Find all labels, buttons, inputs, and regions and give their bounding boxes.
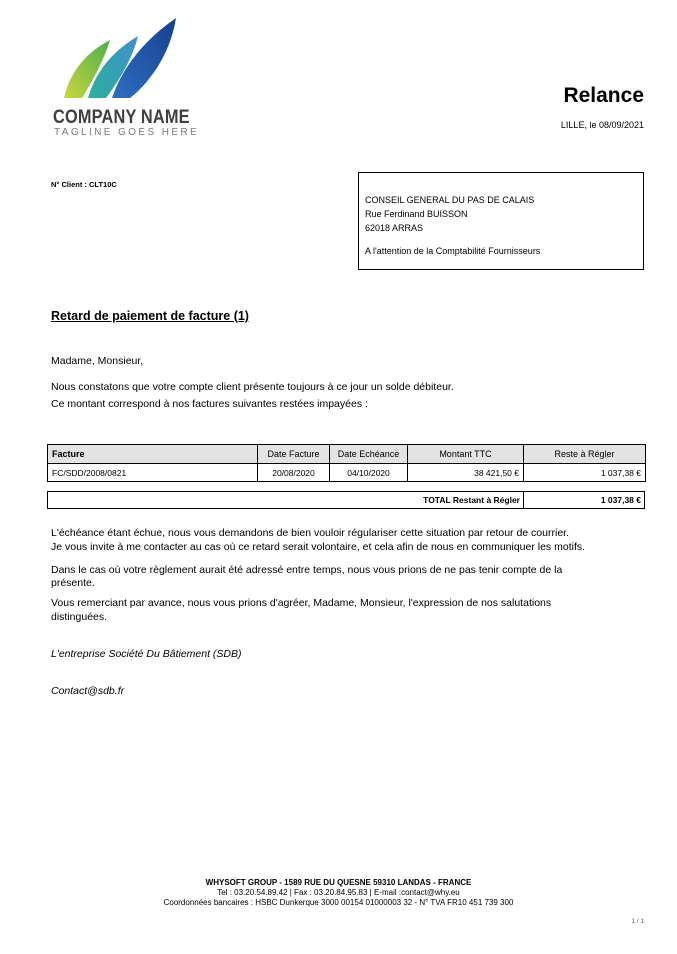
cell-reste-a-regler: 1 037,38 € — [524, 464, 646, 482]
signature: L'entreprise Société Du Bâtiement (SDB) — [51, 648, 242, 660]
paragraph-1-line-1: L'échéance étant échue, nous vous demandons de bien vouloir régulariser cette situation par retour de courrier. — [51, 527, 569, 539]
letter-intro-2: Ce montant correspond à nos factures suivantes restées impayées : — [51, 398, 368, 410]
recipient-line-1: CONSEIL GENERAL DU PAS DE CALAIS — [365, 195, 535, 205]
total-row — [47, 491, 645, 509]
paragraph-2-line-1: Dans le cas où votre règlement aurait été adressé entre temps, nous vous prions de ne pas tenir compte de la — [51, 564, 563, 576]
table-row — [48, 464, 646, 482]
header-facture: Facture — [48, 445, 258, 464]
letter-subject: Retard de paiement de facture (1) — [51, 309, 249, 323]
paragraph-3-line-2: distinguées. — [51, 611, 108, 623]
header-reste-a-regler: Reste à Régler — [524, 445, 646, 464]
document-title: Relance — [563, 84, 644, 107]
cell-montant-ttc: 38 421,50 € — [408, 464, 524, 482]
footer-company-address: WHYSOFT GROUP - 1589 RUE DU QUESNE 59310 LANDAS - FRANCE — [205, 878, 472, 887]
cell-date-echeance: 04/10/2020 — [330, 464, 408, 482]
total-value: 1 037,38 € — [600, 495, 641, 505]
letter-greeting: Madame, Monsieur, — [51, 355, 144, 367]
cell-date-facture: 20/08/2020 — [258, 464, 330, 482]
footer-contact: Tel : 03.20.54.89.42 | Fax : 03.20.84.95.83 | E-mail :contact@why.eu — [217, 888, 460, 897]
header-date-facture: Date Facture — [258, 445, 330, 464]
footer-bank: Coordonnées bancaires : HSBC Dunkerque 3000 00154 01000003 32 - N° TVA FR10 451 739 300 — [163, 898, 514, 907]
recipient-line-2: Rue Ferdinand BUISSON — [365, 209, 468, 219]
company-tagline: TAGLINE GOES HERE — [54, 127, 200, 138]
letter-intro-1: Nous constatons que votre compte client présente toujours à ce jour un solde débiteur. — [51, 381, 454, 393]
recipient-address-box — [358, 172, 644, 270]
paragraph-1-line-2: Je vous invite à me contacter au cas où ce retard serait volontaire, et cela afin de nous en communiquer les motifs. — [51, 541, 586, 553]
paragraph-3-line-1: Vous remerciant par avance, nous vous prions d'agréer, Madame, Monsieur, l'expression de nos salutations — [51, 597, 552, 609]
contact-email[interactable]: Contact@sdb.fr — [51, 685, 125, 697]
company-name: COMPANY NAME — [53, 107, 190, 128]
client-number: N° Client : CLT10C — [51, 180, 117, 189]
document-date: LILLE, le 08/09/2021 — [560, 120, 644, 130]
recipient-attention: A l'attention de la Comptabilité Fournisseurs — [365, 246, 541, 256]
paragraph-2-line-2: présente. — [51, 577, 95, 589]
total-label: TOTAL Restant à Régler — [48, 492, 524, 508]
invoice-table-header — [48, 445, 646, 464]
header-montant-ttc: Montant TTC — [408, 445, 524, 464]
cell-facture: FC/SDD/2008/0821 — [48, 464, 258, 482]
invoice-table — [47, 444, 646, 482]
recipient-line-3: 62018 ARRAS — [365, 223, 424, 233]
page-number: 1 / 1 — [631, 918, 644, 925]
header-date-echeance: Date Echéance — [330, 445, 408, 464]
